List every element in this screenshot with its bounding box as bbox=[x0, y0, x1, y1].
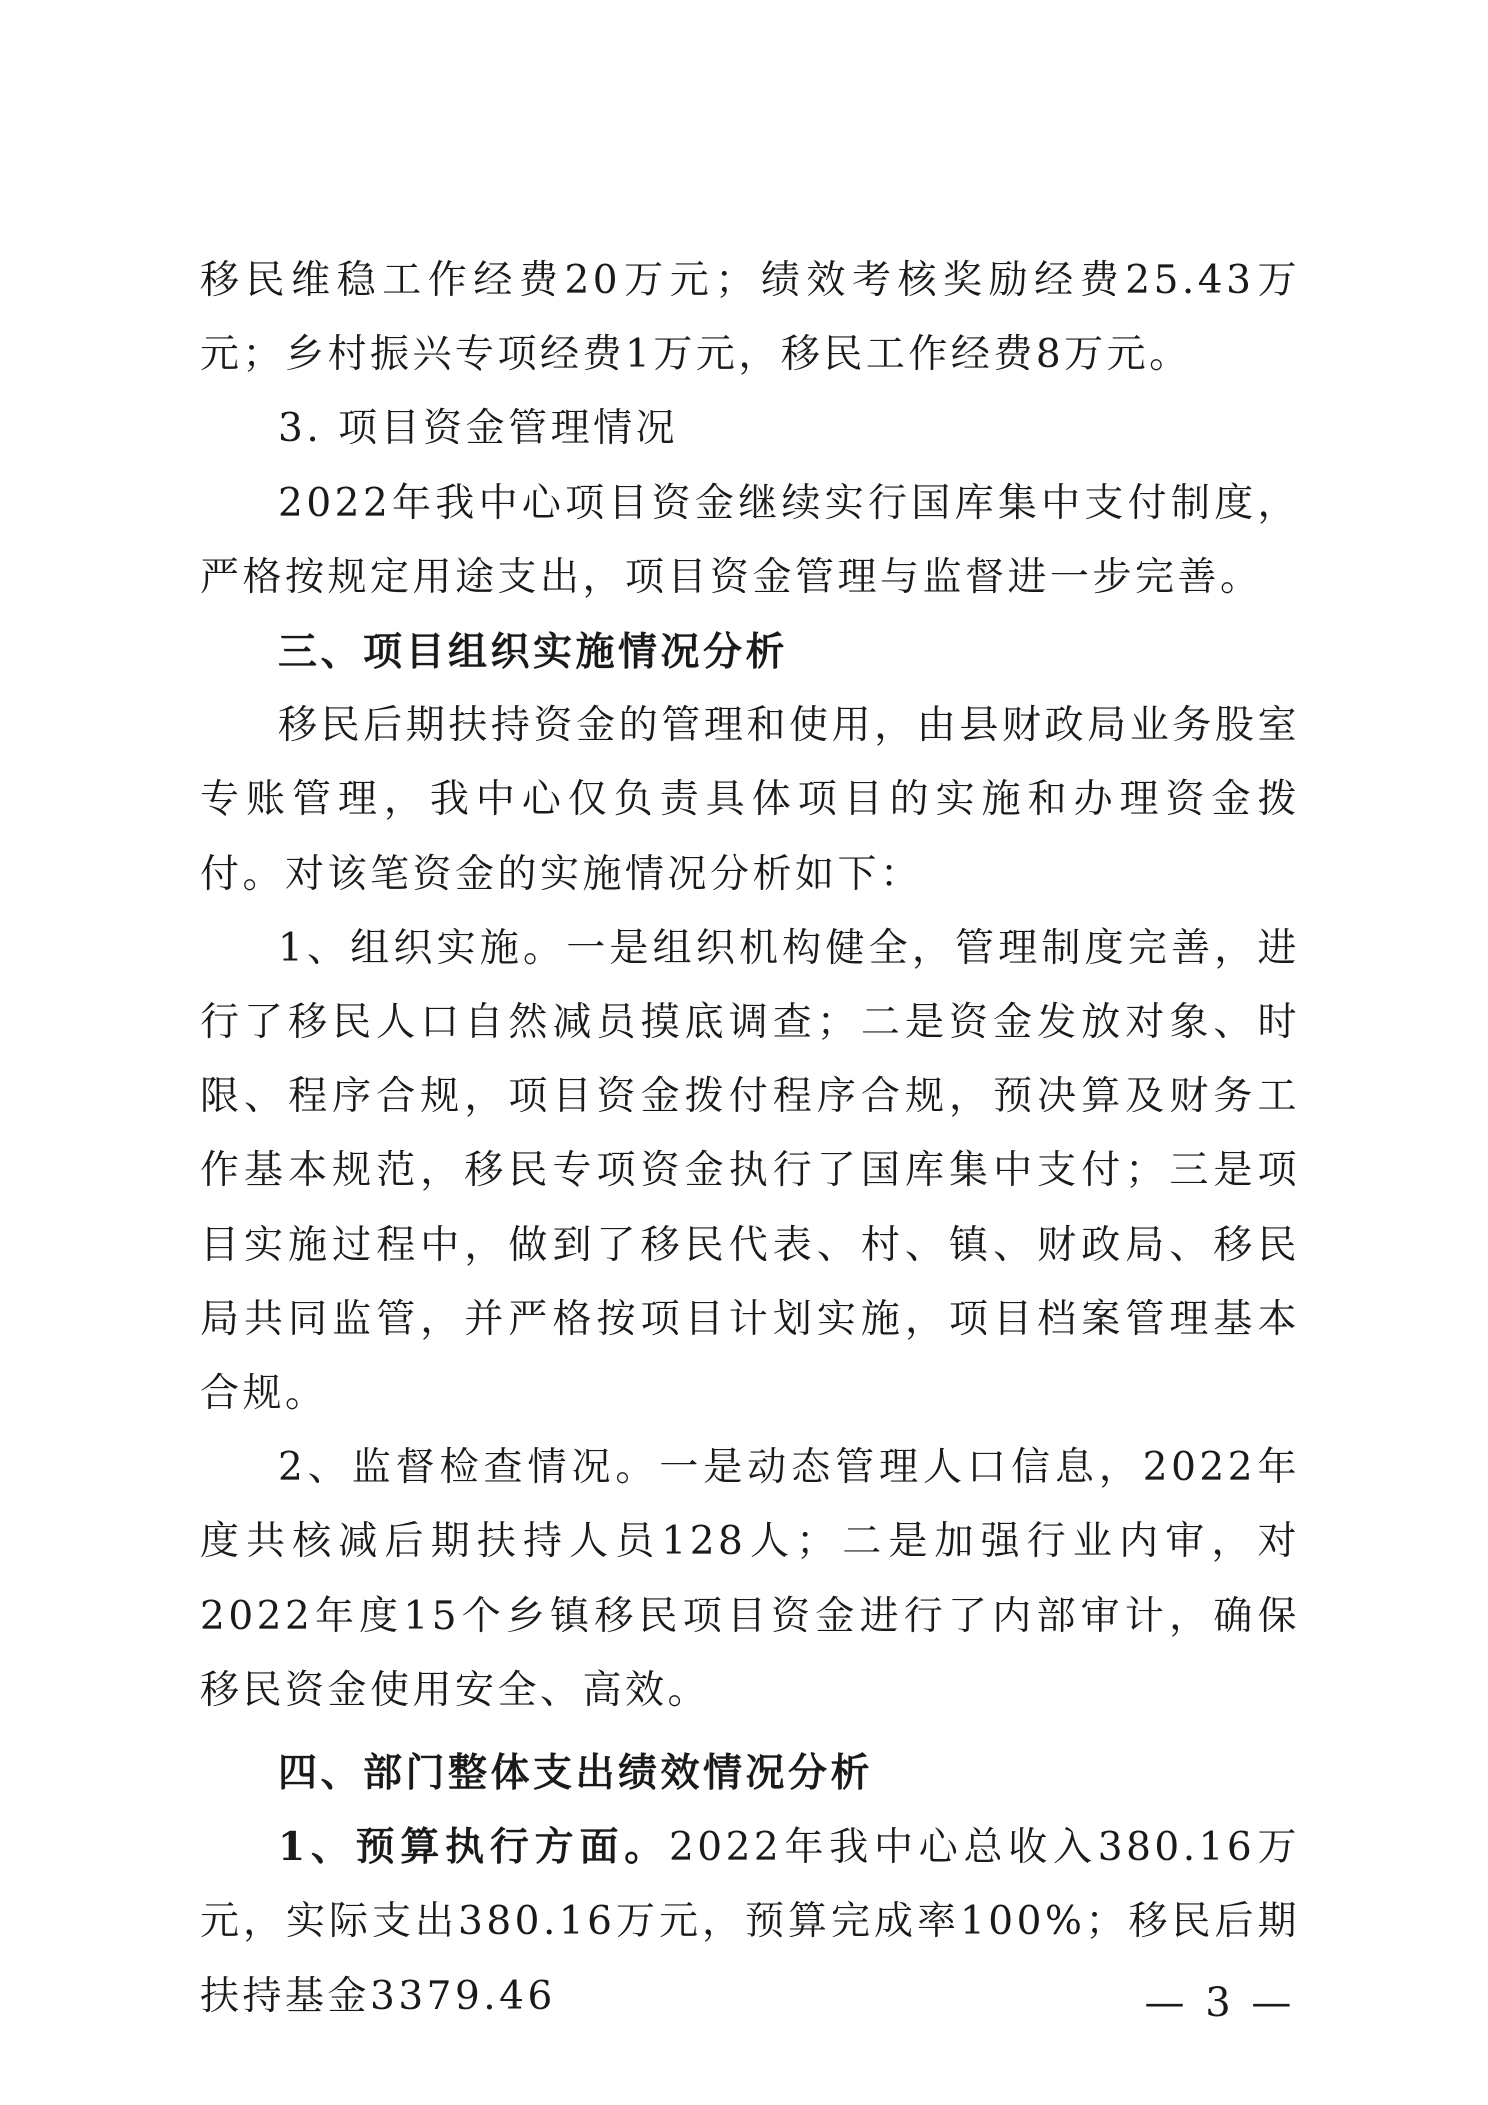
section-heading-4: 四、部门整体支出绩效情况分析 bbox=[278, 1750, 874, 1797]
subheading-project-fund-management: 3. 项目资金管理情况 bbox=[278, 406, 679, 452]
paragraph-resettlement-support: 移民后期扶持资金的管理和使用，由县财政局业务股室专账管理，我中心仅负责具体项目的实施和办理资金拨付。对该笔资金的实施情况分析如下： bbox=[200, 703, 1300, 897]
paragraph-supervision bbox=[200, 1431, 1300, 1728]
lead-budget-execution: 1、预算执行方面。 bbox=[278, 1824, 669, 1871]
paragraph-fund-management: 2022年我中心项目资金继续实行国库集中支付制度，严格按规定用途支出，项目资金管理与监督进一步完善。 bbox=[200, 480, 1300, 600]
document-body bbox=[200, 244, 1300, 2034]
page-number: — 3 — bbox=[1144, 1980, 1296, 2026]
lead-organization: 1、组织实施。 bbox=[278, 925, 567, 971]
section-heading-3: 三、项目组织实施情况分析 bbox=[278, 629, 789, 676]
lead-supervision: 2、监督检查情况。 bbox=[278, 1445, 660, 1491]
text-supervision: 一是动态管理人口信息，2022年度共核减后期扶持人员128人；二是加强行业内审，对2022年度15个乡镇移民项目资金进行了内部审计，确保移民资金使用安全、高效。 bbox=[200, 1445, 1300, 1713]
paragraph-funding-continued: 移民维稳工作经费20万元；绩效考核奖励经费25.43万元；乡村振兴专项经费1万元，移民工作经费8万元。 bbox=[200, 258, 1300, 378]
text-budget-execution: 2022年我中心总收入380.16万元，实际支出380.16万元，预算完成率100%；移民后期扶持基金3379.46 bbox=[200, 1825, 1301, 2019]
paragraph-budget-execution bbox=[200, 1810, 1300, 2034]
paragraph-organization bbox=[200, 912, 1300, 1431]
text-organization: 一是组织机构健全，管理制度完善，进行了移民人口自然减员摸底调查；二是资金发放对象、时限、程序合规，项目资金拨付程序合规，预决算及财务工作基本规范，移民专项资金执行了国库集中支付；三是项目实施过程中，做到了移民代表、村、镇、财政局、移民局共同监管，并严格按项目计划实施，项目档案管理基本合规。 bbox=[200, 925, 1300, 1417]
